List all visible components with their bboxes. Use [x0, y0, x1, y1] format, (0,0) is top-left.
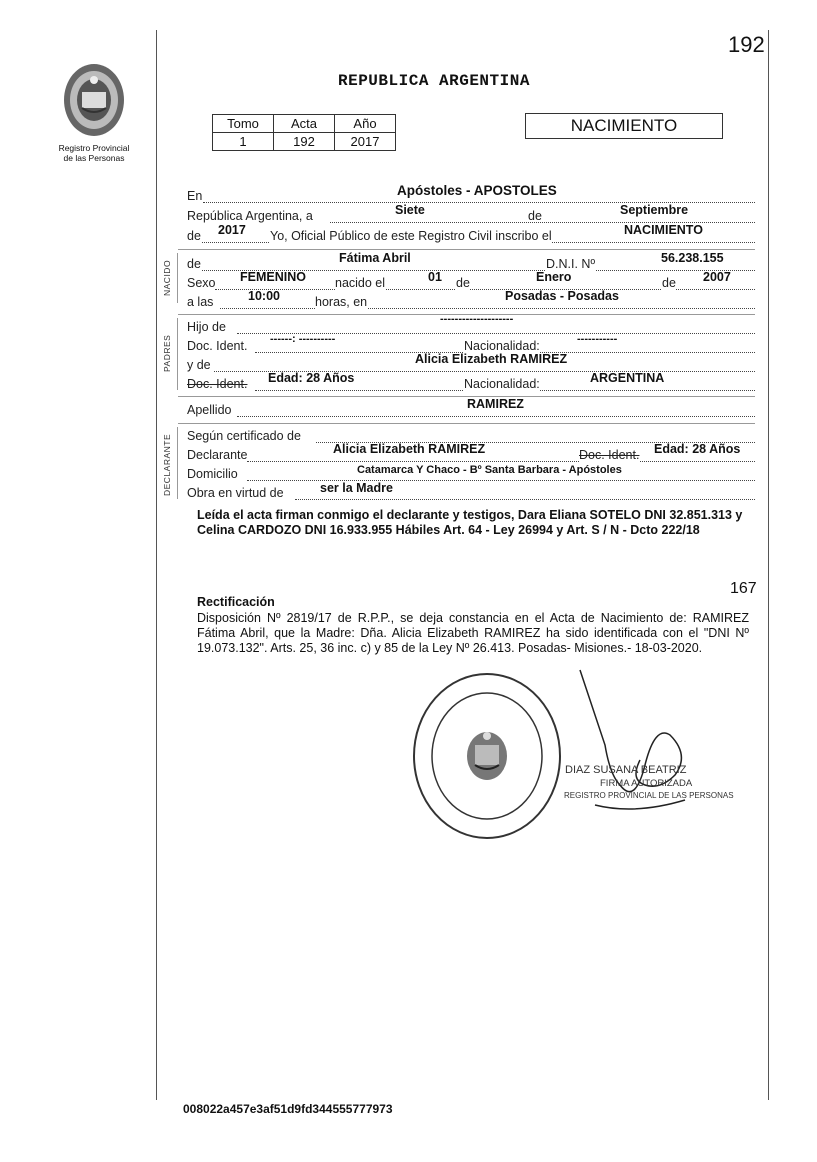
meta-value-tomo: 1	[213, 133, 274, 151]
registry-name-line2: de las Personas	[63, 153, 125, 163]
meta-value-acta: 192	[274, 133, 335, 151]
meta-table	[212, 114, 396, 151]
meta-header-acta: Acta	[274, 115, 335, 133]
rectification-body: Disposición Nº 2819/17 de R.P.P., se deja constancia en el Acta de Nacimiento de: RAMIREZ Fátima Abril, que la Madre: Dña. Alicia Elizabeth RAMIREZ ha sido identificada con el "DNI Nº 19.073.132". Arts. 25, 36 inc. c) y 85 de la Ley Nº 26.413. Posadas- Misiones.- 18-03-2020.	[197, 611, 749, 655]
de-label: de	[528, 209, 542, 223]
apellido-label: Apellido	[187, 403, 232, 417]
place-value: Posadas - Posadas	[505, 289, 619, 303]
nacido-tag: NACIDO	[162, 259, 172, 296]
child-name: Fátima Abril	[339, 251, 411, 265]
nacido-de-label: de	[187, 257, 201, 271]
mother-doc-value: Edad: 28 Años	[268, 371, 355, 385]
year-value: 2017	[218, 223, 246, 237]
registry-seal-logo	[60, 60, 128, 138]
obra-line	[295, 499, 755, 500]
cert-label: Según certificado de	[187, 429, 301, 443]
inscribe-value: NACIMIENTO	[624, 223, 703, 237]
padres-bracket	[177, 318, 178, 390]
birth-de2-label: de	[662, 276, 676, 290]
act-type-box: NACIMIENTO	[525, 113, 723, 139]
month-value: Septiembre	[620, 203, 689, 217]
hijo-label: Hijo de	[187, 320, 226, 334]
left-margin-line	[156, 30, 157, 1100]
rep-label: República Argentina, a	[187, 209, 313, 223]
meta-header-tomo: Tomo	[213, 115, 274, 133]
page-number: 192	[728, 32, 765, 57]
nacido-bracket	[177, 253, 178, 303]
closing-text: Leída el acta firman conmigo el declarante y testigos, Dara Eliana SOTELO DNI 32.851.313 y Celina CARDOZO DNI 16.933.955 Hábiles Art. 64 - Ley 26994 y Art. S / N - Dcto 222/18	[197, 508, 743, 537]
mother-name: Alicia Elizabeth RAMIREZ	[415, 352, 568, 366]
obra-value: ser la Madre	[320, 481, 393, 495]
yde-label: y de	[187, 358, 211, 372]
declarante-value: Alicia Elizabeth RAMIREZ	[333, 442, 486, 456]
dni-value: 56.238.155	[661, 251, 724, 265]
domicilio-value: Catamarca Y Chaco - Bº Santa Barbara - Apóstoles	[357, 464, 622, 476]
sexo-value: FEMENINO	[240, 270, 306, 284]
mother-nac-value: ARGENTINA	[590, 371, 665, 385]
domicilio-label: Domicilio	[187, 467, 238, 481]
dni-label: D.N.I. Nº	[546, 257, 596, 271]
separator-declarante	[178, 423, 755, 424]
signature-scribble	[575, 665, 705, 825]
declarante-doc-label: Doc. Ident.	[579, 448, 640, 462]
signer-name: DIAZ SUSANA BEATRIZ	[565, 764, 687, 776]
right-margin-line	[768, 30, 769, 1100]
declarante-label: Declarante	[187, 448, 248, 462]
declarante-doc-value: Edad: 28 Años	[654, 442, 741, 456]
separator-nacido	[178, 249, 755, 250]
signer-office: REGISTRO PROVINCIAL DE LAS PERSONAS	[564, 791, 734, 800]
officer-text: Yo, Oficial Público de este Registro Civil inscribo el	[270, 229, 552, 243]
footer-hash: 008022a457e3af51d9fd344555777973	[183, 1102, 393, 1116]
apellido-line	[237, 416, 755, 417]
registry-name-line1: Registro Provincial	[58, 143, 130, 153]
meta-header-anio: Año	[335, 115, 396, 133]
birth-year: 2007	[703, 270, 731, 284]
birth-day: 01	[428, 270, 442, 284]
day-value: Siete	[395, 203, 425, 217]
declarante-tag: DECLARANTE	[162, 433, 172, 496]
apellido-value: RAMIREZ	[467, 397, 524, 411]
rectification-title: Rectificación	[197, 595, 275, 609]
horas-label: horas, en	[315, 295, 368, 309]
father-doc-value: ------: ----------	[270, 333, 336, 345]
father-value: --------------------	[440, 313, 514, 325]
father-nac-value: -----------	[577, 333, 618, 345]
hour-value: 10:00	[248, 289, 280, 303]
registry-name	[42, 143, 146, 163]
en-label: En	[187, 189, 203, 203]
hour-line	[220, 308, 755, 309]
rectification-number: 167	[730, 580, 757, 597]
padres-tag: PADRES	[162, 334, 172, 372]
official-stamp	[407, 667, 567, 845]
sexo-label: Sexo	[187, 276, 216, 290]
mother-doc-label: Doc. Ident.	[187, 377, 248, 391]
declarante-bracket	[177, 427, 178, 499]
meta-value-anio: 2017	[335, 133, 396, 151]
alas-label: a las	[187, 295, 214, 309]
declarante-line	[247, 461, 755, 462]
birth-month: Enero	[536, 270, 572, 284]
country-title: REPUBLICA ARGENTINA	[338, 72, 530, 90]
nacido-el-label: nacido el	[335, 276, 386, 290]
doc-ident-label: Doc. Ident.	[187, 339, 248, 353]
en-value: Apóstoles - APOSTOLES	[397, 183, 557, 198]
de2-label: de	[187, 229, 201, 243]
signer-role: FIRMA AUTORIZADA	[600, 778, 693, 789]
mother-nac-label: Nacionalidad:	[464, 377, 540, 391]
birth-de-label: de	[456, 276, 470, 290]
nacionalidad-label: Nacionalidad:	[464, 339, 540, 353]
obra-label: Obra en virtud de	[187, 486, 284, 500]
